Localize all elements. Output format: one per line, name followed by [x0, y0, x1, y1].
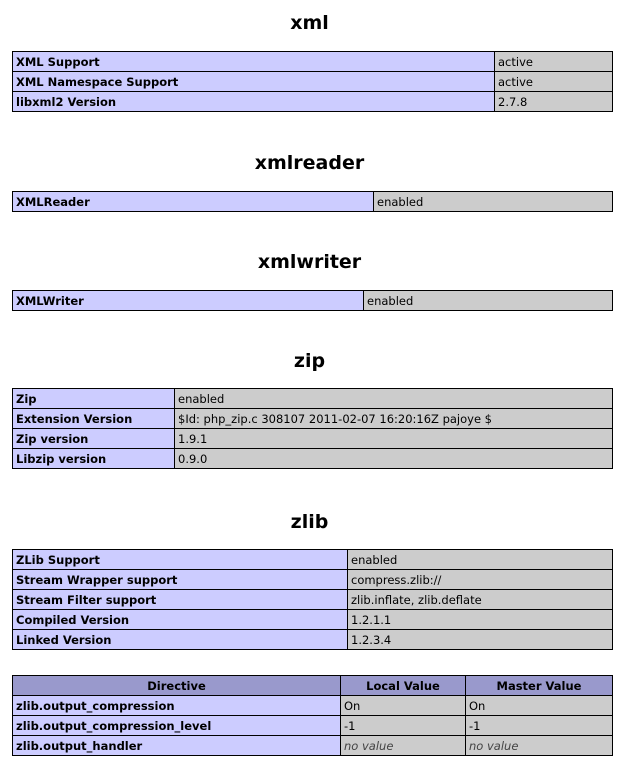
row-value: active: [495, 72, 613, 92]
row-value: $Id: php_zip.c 308107 2011-02-07 16:20:16Z pajoye $: [175, 409, 613, 429]
table-row: [13, 52, 613, 72]
table-row: [13, 389, 613, 409]
row-value: 2.7.8: [495, 92, 613, 112]
row-value: enabled: [364, 291, 613, 311]
table-row: [13, 610, 613, 630]
row-value: 1.9.1: [175, 429, 613, 449]
table-row: [13, 449, 613, 469]
section-title-xmlreader: xmlreader: [254, 152, 365, 174]
master-value: On: [466, 696, 613, 716]
directive-name: zlib.output_compression: [13, 696, 341, 716]
row-key: XML Namespace Support: [13, 72, 495, 92]
section-title-zlib: zlib: [290, 511, 329, 533]
section-title-zip: zip: [293, 350, 326, 372]
local-value: On: [341, 696, 466, 716]
row-key: XMLReader: [13, 192, 374, 212]
zlib-info-table: [12, 549, 613, 650]
row-value: 1.2.3.4: [348, 630, 613, 650]
table-row: [13, 550, 613, 570]
master-value: -1: [466, 716, 613, 736]
column-header-directive: Directive: [13, 676, 341, 696]
row-value: zlib.inflate, zlib.deflate: [348, 590, 613, 610]
row-key: Zip version: [13, 429, 175, 449]
row-value: active: [495, 52, 613, 72]
table-row: [13, 291, 613, 311]
row-key: Extension Version: [13, 409, 175, 429]
row-key: Stream Wrapper support: [13, 570, 348, 590]
row-key: ZLib Support: [13, 550, 348, 570]
row-key: Zip: [13, 389, 175, 409]
table-row: [13, 590, 613, 610]
table-row: [13, 429, 613, 449]
table-row: [13, 72, 613, 92]
row-value: enabled: [175, 389, 613, 409]
row-key: XMLWriter: [13, 291, 364, 311]
row-key: Libzip version: [13, 449, 175, 469]
row-value: enabled: [348, 550, 613, 570]
column-header-master-value: Master Value: [466, 676, 613, 696]
zlib-directives-table: [12, 675, 613, 756]
table-row: [13, 696, 613, 716]
directive-name: zlib.output_compression_level: [13, 716, 341, 736]
row-value: compress.zlib://: [348, 570, 613, 590]
local-value: no value: [341, 736, 466, 756]
section-title-xmlwriter: xmlwriter: [257, 251, 362, 273]
local-value: -1: [341, 716, 466, 736]
table-row: [13, 92, 613, 112]
row-key: XML Support: [13, 52, 495, 72]
section-title-xml: xml: [290, 12, 329, 34]
xml-info-table: [12, 51, 613, 112]
table-row: [13, 736, 613, 756]
row-key: libxml2 Version: [13, 92, 495, 112]
table-row: [13, 716, 613, 736]
table-row: [13, 630, 613, 650]
table-row: [13, 570, 613, 590]
column-header-local-value: Local Value: [341, 676, 466, 696]
row-value: enabled: [374, 192, 613, 212]
directive-name: zlib.output_handler: [13, 736, 341, 756]
xmlwriter-info-table: [12, 290, 613, 311]
table-row: [13, 192, 613, 212]
table-header-row: [13, 676, 613, 696]
zip-info-table: [12, 388, 613, 469]
row-value: 0.9.0: [175, 449, 613, 469]
row-key: Stream Filter support: [13, 590, 348, 610]
row-key: Compiled Version: [13, 610, 348, 630]
row-value: 1.2.1.1: [348, 610, 613, 630]
table-row: [13, 409, 613, 429]
row-key: Linked Version: [13, 630, 348, 650]
master-value: no value: [466, 736, 613, 756]
xmlreader-info-table: [12, 191, 613, 212]
